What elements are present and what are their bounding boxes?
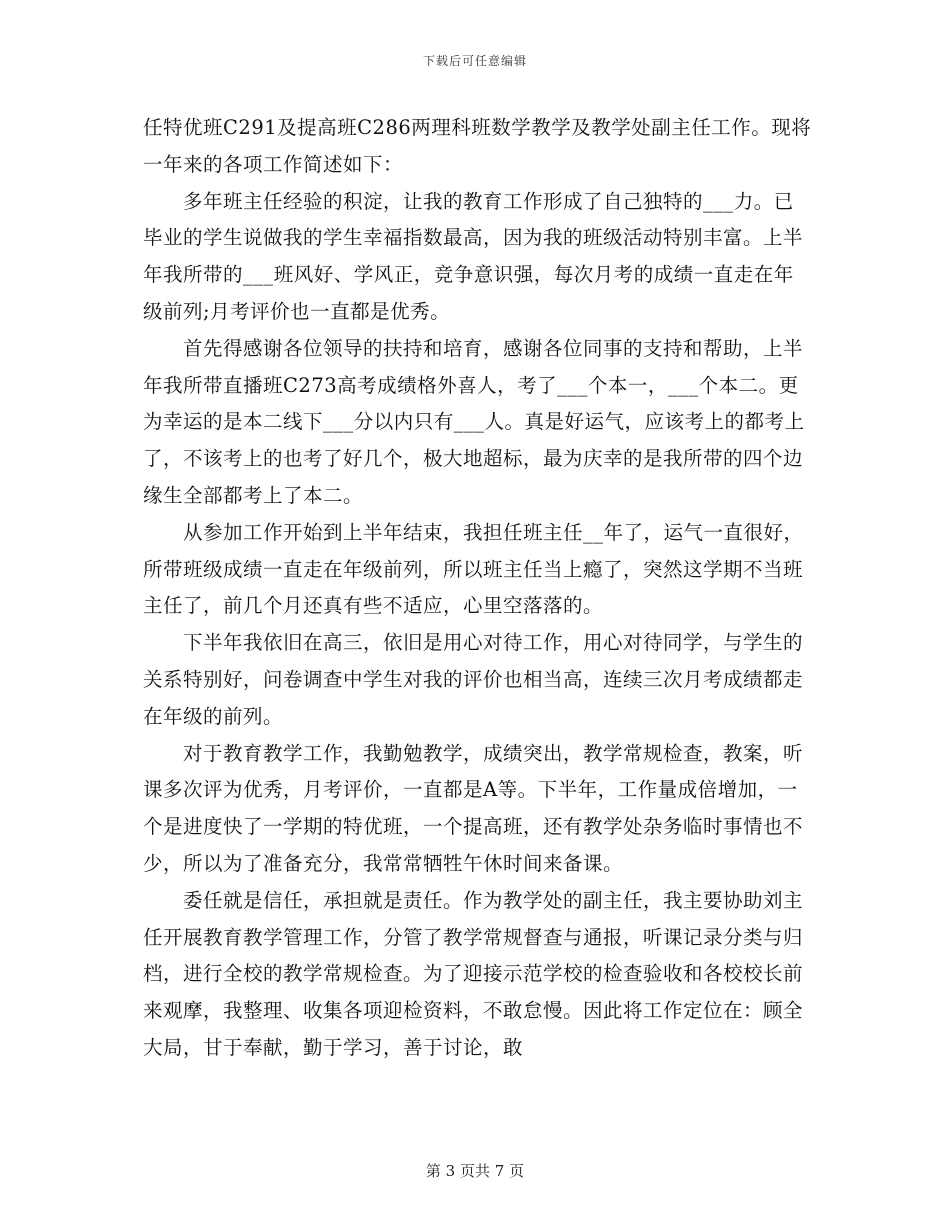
page-header: 下载后可任意编辑 (422, 54, 527, 68)
document-body (143, 110, 813, 1067)
paragraph: 委任就是信任，承担就是责任。作为教学处的副主任，我主要协助刘主任开展教育教学管理工作，分管了教学常规督查与通报，听课记录分类与归档，进行全校的教学常规检查。为了迎接示范学校的检查验收和各校校长前来观摩，我整理、收集各项迎检资料，不敢怠慢。因此将工作定位在：顾全大局，甘于奉献，勤于学习，善于讨论，敢 (143, 888, 804, 1059)
paragraph: 从参加工作开始到上半年结束，我担任班主任__年了，运气一直很好，所带班级成绩一直走在年级前列，所以班主任当上瘾了，突然这学期不当班主任了，前几个月还真有些不适应，心里空落落的。 (143, 520, 804, 618)
paragraph: 下半年我依旧在高三，依旧是用心对待工作，用心对待同学，与学生的关系特别好，问卷调查中学生对我的评价也相当高，连续三次月考成绩都走在年级的前列。 (143, 631, 804, 728)
paragraph: 首先得感谢各位领导的扶持和培育，感谢各位同事的支持和帮助，上半年我所带直播班C273高考成绩格外喜人，考了___个本一，___个本二。更为幸运的是本二线下___分以内只有___人。真是好运气，应该考上的都考上了，不该考上的也考了好几个，极大地超标，最为庆幸的是我所带的四个边缘生全部都考上了本二。 (143, 336, 805, 507)
paragraph: 多年班主任经验的积淀，让我的教育工作形成了自己独特的___力。已毕业的学生说做我的学生幸福指数最高，因为我的班级活动特别丰富。上半年我所带的___班风好、学风正，竞争意识强，每次月考的成绩一直走在年级前列;月考评价也一直都是优秀。 (143, 189, 804, 323)
page-footer: 第 3 页共 7 页 (425, 1162, 525, 1180)
paragraph: 对于教育教学工作，我勤勉教学，成绩突出，教学常规检查，教案，听课多次评为优秀，月考评价，一直都是A等。下半年，工作量成倍增加，一个是进度快了一学期的特优班，一个提高班，还有教学处杂务临时事情也不少，所以为了准备充分，我常常牺牲午休时间来备课。 (143, 741, 804, 875)
paragraph: 任特优班C291及提高班C286两理科班数学教学及教学处副主任工作。现将一年来的各项工作简述如下： (143, 116, 812, 176)
